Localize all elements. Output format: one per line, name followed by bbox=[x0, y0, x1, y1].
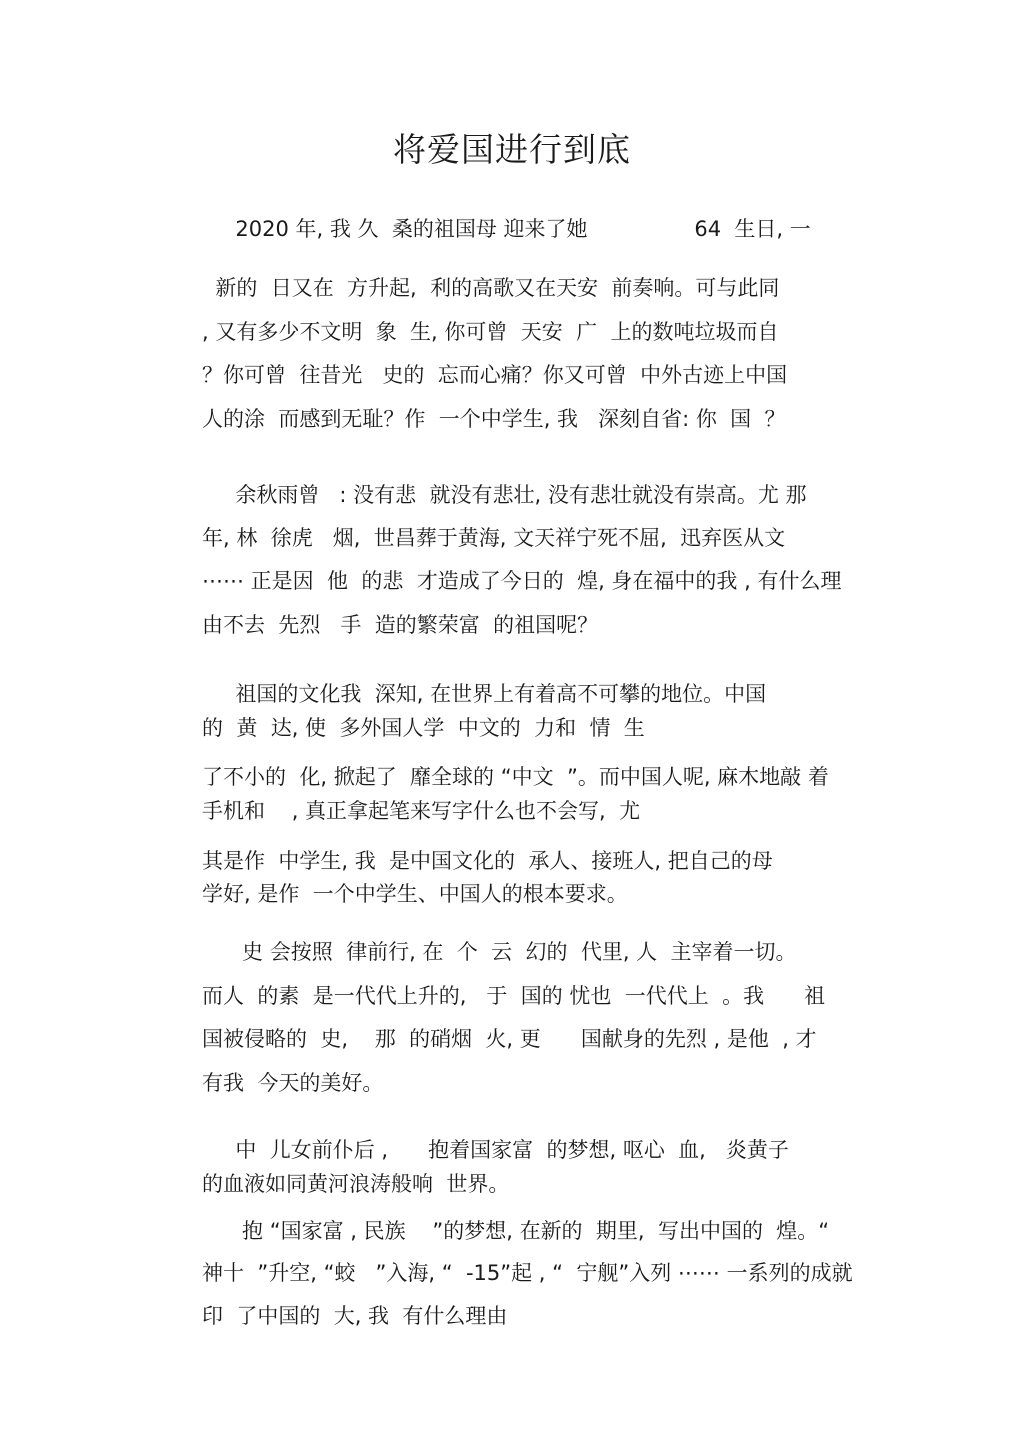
paragraph-4-line-2: 而人 的素 是一代代上升的, 于 国的 忧也 一代代上 。我 祖 bbox=[202, 984, 826, 1008]
document-title: 将爱国进行到底 bbox=[393, 130, 631, 169]
paragraph-1-line-1: 2020 年, 我 久 桑的祖国母 迎来了她 64 生日, 一 bbox=[202, 217, 811, 241]
paragraph-6-line-1: 抱 “国家富 , 民族 ”的梦想, 在新的 期里, 写出中国的 煌。“ bbox=[202, 1219, 830, 1243]
paragraph-3-line-6: 学好, 是作 一个中学生、中国人的根本要求。 bbox=[202, 882, 628, 906]
paragraph-2-line-4: 由不去 先烈 手 造的繁荣富 的祖国呢？ bbox=[202, 613, 599, 637]
paragraph-4-line-1: 史 会按照 律前行, 在 个 云 幻的 代里, 人 主宰着一切。 bbox=[202, 940, 797, 964]
paragraph-3-line-4: 手机和 , 真正拿起笔来写字什么也不会写, 尤 bbox=[202, 799, 641, 823]
paragraph-2-line-2: 年, 林 徐虎 烟, 世昌葬于黄海, 文天祥宁死不屈, 迅弃医从文 bbox=[202, 526, 786, 550]
paragraph-1-line-4: ？你可曾 往昔光 史的 忘而心痛？你又可曾 中外古迹上中国 bbox=[202, 363, 788, 387]
paragraph-3-line-5: 其是作 中学生, 我 是中国文化的 承人、接班人, 把自己的母 bbox=[202, 849, 773, 873]
paragraph-4-line-3: 国被侵略的 史, 那 的硝烟 火, 更 国献身的先烈 , 是他 , 才 bbox=[202, 1027, 817, 1051]
paragraph-1-line-5: 人的涂 而感到无耻？作 一个中学生, 我 深刻自省: 你 国 ？ bbox=[202, 407, 786, 431]
paragraph-2-line-1: 余秋雨曾 : 没有悲 就没有悲壮, 没有悲壮就没有崇高。尤 那 bbox=[202, 483, 807, 507]
paragraph-4-line-4: 有我 今天的美好。 bbox=[202, 1071, 384, 1095]
paragraph-2-line-3: ⋯⋯ 正是因 他 的悲 才造成了今日的 煌, 身在福中的我 , 有什么理 bbox=[202, 569, 842, 593]
paragraph-5-line-1: 中 儿女前仆后 , 抱着国家富 的梦想, 呕心 血, 炎黄子 bbox=[202, 1138, 789, 1162]
paragraph-1-line-3: , 又有多少不文明 象 生, 你可曾 天安 广 上的数吨垃圾而自 bbox=[202, 320, 779, 344]
paragraph-6-line-3: 印 了中国的 大, 我 有什么理由 bbox=[202, 1304, 508, 1328]
paragraph-6-line-2: 神十 ”升空, “蛟 ”入海, “ -15”起 , “ 宁舰”入列 ⋯⋯ 一系列的成就 bbox=[202, 1261, 853, 1285]
paragraph-5-line-2: 的血液如同黄河浪涛般响 世界。 bbox=[202, 1172, 510, 1196]
paragraph-3-line-1: 祖国的文化我 深知, 在世界上有着高不可攀的地位。中国 bbox=[202, 682, 767, 706]
paragraph-3-line-2: 的 黄 达, 使 多外国人学 中文的 力和 情 生 bbox=[202, 716, 645, 740]
paragraph-3-line-3: 了不小的 化, 掀起了 靡全球的 “中文 ”。而中国人呢, 麻木地敲 着 bbox=[202, 765, 829, 789]
paragraph-1-line-2: 新的 日又在 方升起, 利的高歌又在天安 前奏响。可与此同 bbox=[202, 276, 780, 300]
